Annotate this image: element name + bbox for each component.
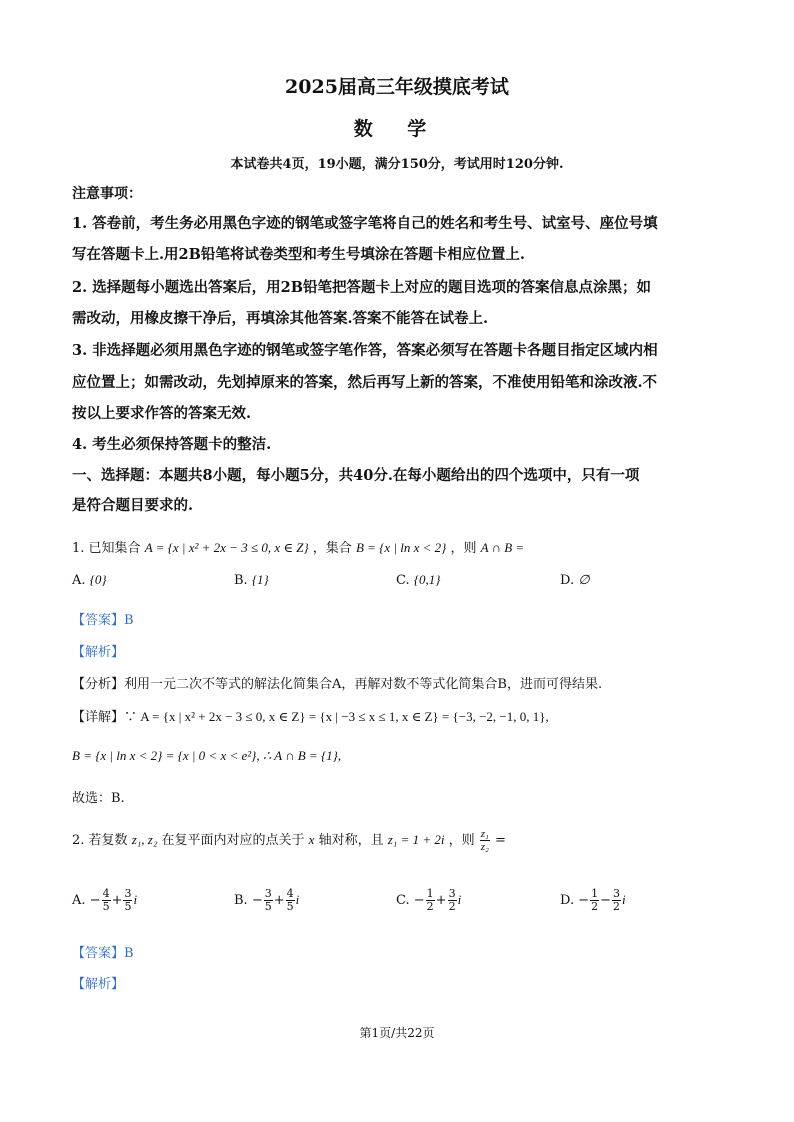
sign: − [600,893,612,908]
q2-given: z₁ = 1 + 2i [387,832,445,847]
q1-analysis-label: 【解析】 [72,645,125,660]
denominator: 2 [613,900,621,913]
fraction [286,888,295,913]
denominator: 2 [591,900,599,913]
notice-line: 应位置上；如需改动，先划掉原来的答案，然后再写上新的答案，不准使用铅笔和涂改液.不 [72,374,658,391]
notice-line: 2. 选择题每小题选出答案后，用2B铅笔把答题卡上对应的题目选项的答案信息点涂黑；如 [72,279,652,296]
detail-text: 【详解】∵ A = {x | x² + 2x − 3 ≤ 0, x ∈ Z} = {x | −3 ≤ x ≤ 1, x ∈ Z} = {−3, −2, −1, 0, 1}, [72,709,549,724]
fraction [448,888,457,913]
q2-axis: x [308,832,315,847]
denominator: 2 [448,900,456,913]
notice-line: 需改动，用橡皮擦干净后，再填涂其他答案.答案不能答在试卷上. [72,310,489,327]
q1-option-d [560,572,590,588]
q2-option-a [72,888,137,913]
numerator: 3 [264,887,272,900]
q2-mid2: 轴对称，且 [318,833,384,848]
q1-option-c [396,572,440,588]
question-2-stem [72,828,506,853]
option-letter: B. [234,893,248,908]
numerator: 3 [448,887,456,900]
imaginary-unit: i [295,892,300,907]
q2-option-b [234,888,299,913]
q2-mid: 在复平面内对应的点关于 [161,833,305,848]
numerator: 1 [426,887,434,900]
ratio-numerator: z₁ [480,828,489,840]
section-heading-cont: 是符合题目要求的. [72,497,194,514]
notice-line: 写在答题卡上.用2B铅笔将试卷类型和考生号填涂在答题卡相应位置上. [72,246,525,263]
q2-option-d [560,888,626,913]
q2-prefix: 2. 若复数 [72,833,128,848]
section-heading: 一、选择题：本题共8小题，每小题5分，共40分.在每小题给出的四个选项中，只有一项 [72,467,640,484]
sign: − [251,893,263,908]
q1-set-b: B = {x | ln x < 2} [355,540,447,555]
notice-line: 按以上要求作答的答案无效. [72,405,252,422]
option-letter: B. [234,573,248,588]
option-value: {0,1} [413,572,441,587]
denominator: 5 [286,900,294,913]
fraction [264,888,273,913]
fraction [123,888,132,913]
option-value: {0} [89,572,107,587]
q2-answer: 【答案】B [72,946,134,961]
denominator: 2 [426,900,434,913]
q1-answer: 【答案】B [72,613,134,628]
q1-analysis: 【分析】利用一元二次不等式的解法化简集合A，再解对数不等式化简集合B，进而可得结果. [72,677,603,692]
numerator: 4 [102,887,110,900]
denominator: 5 [264,900,272,913]
option-letter: D. [560,893,575,908]
subject-title: 数 学 [353,118,441,140]
numerator: 3 [613,887,621,900]
imaginary-unit: i [457,892,462,907]
q2-analysis-label: 【解析】 [72,977,125,992]
q1-set-a: A = {x | x² + 2x − 3 ≤ 0, x ∈ Z} [144,540,309,555]
q2-then: ，则 [448,833,475,848]
q2-option-c [396,888,461,913]
exam-title: 2025届高三年级摸底考试 [285,76,509,98]
sign: − [413,893,425,908]
q1-option-b [234,572,269,588]
fraction [612,888,621,913]
q2-vars: z₁, z₂ [131,832,158,847]
fraction [590,888,599,913]
q1-detail-2 [72,748,341,764]
notice-line: 4. 考生必须保持答题卡的整洁. [72,436,272,453]
exam-info: 本试卷共4页，19小题，满分150分，考试用时120分钟. [230,157,564,172]
sign: + [435,893,447,908]
notice-line: 1. 答卷前，考生务必用黑色字迹的钢笔或签字笔将自己的姓名和考生号、试室号、座位号填 [72,215,658,232]
notice-heading: 注意事项： [72,186,142,202]
ratio-denominator: z₂ [480,841,489,853]
q1-option-a [72,572,107,588]
option-value: ∅ [578,572,590,587]
q2-eq: = [495,833,506,848]
option-letter: C. [396,573,410,588]
imaginary-unit: i [133,892,138,907]
page-number: 第1页/共22页 [359,1026,435,1040]
option-value: {1} [251,572,269,587]
detail-text: B = {x | ln x < 2} = {x | 0 < x < e²}, ∴ A ∩ B = {1}, [72,748,342,763]
q1-prefix: 1. 已知集合 [72,541,141,556]
fraction [102,888,111,913]
q2-ratio [480,828,490,853]
option-letter: A. [72,573,86,588]
sign: + [273,893,285,908]
option-letter: D. [560,573,575,588]
option-letter: C. [396,893,410,908]
option-letter: A. [72,893,86,908]
q1-detail-1 [72,706,549,725]
q1-ask: A ∩ B = [480,540,525,555]
imaginary-unit: i [622,892,626,907]
denominator: 5 [102,900,110,913]
q1-mid: ，集合 [312,541,352,556]
notice-line: 3. 非选择题必须用黑色字迹的钢笔或签字笔作答，答案必须写在答题卡各题目指定区域内相 [72,342,658,359]
numerator: 1 [591,887,599,900]
question-1-stem [72,537,524,556]
numerator: 4 [286,887,294,900]
sign: + [111,893,123,908]
numerator: 3 [124,887,132,900]
q1-conclusion: 故选：B. [72,791,125,806]
fraction [426,888,435,913]
denominator: 5 [124,900,132,913]
sign: − [578,893,590,908]
sign: − [89,893,101,908]
q1-then: ，则 [450,541,477,556]
